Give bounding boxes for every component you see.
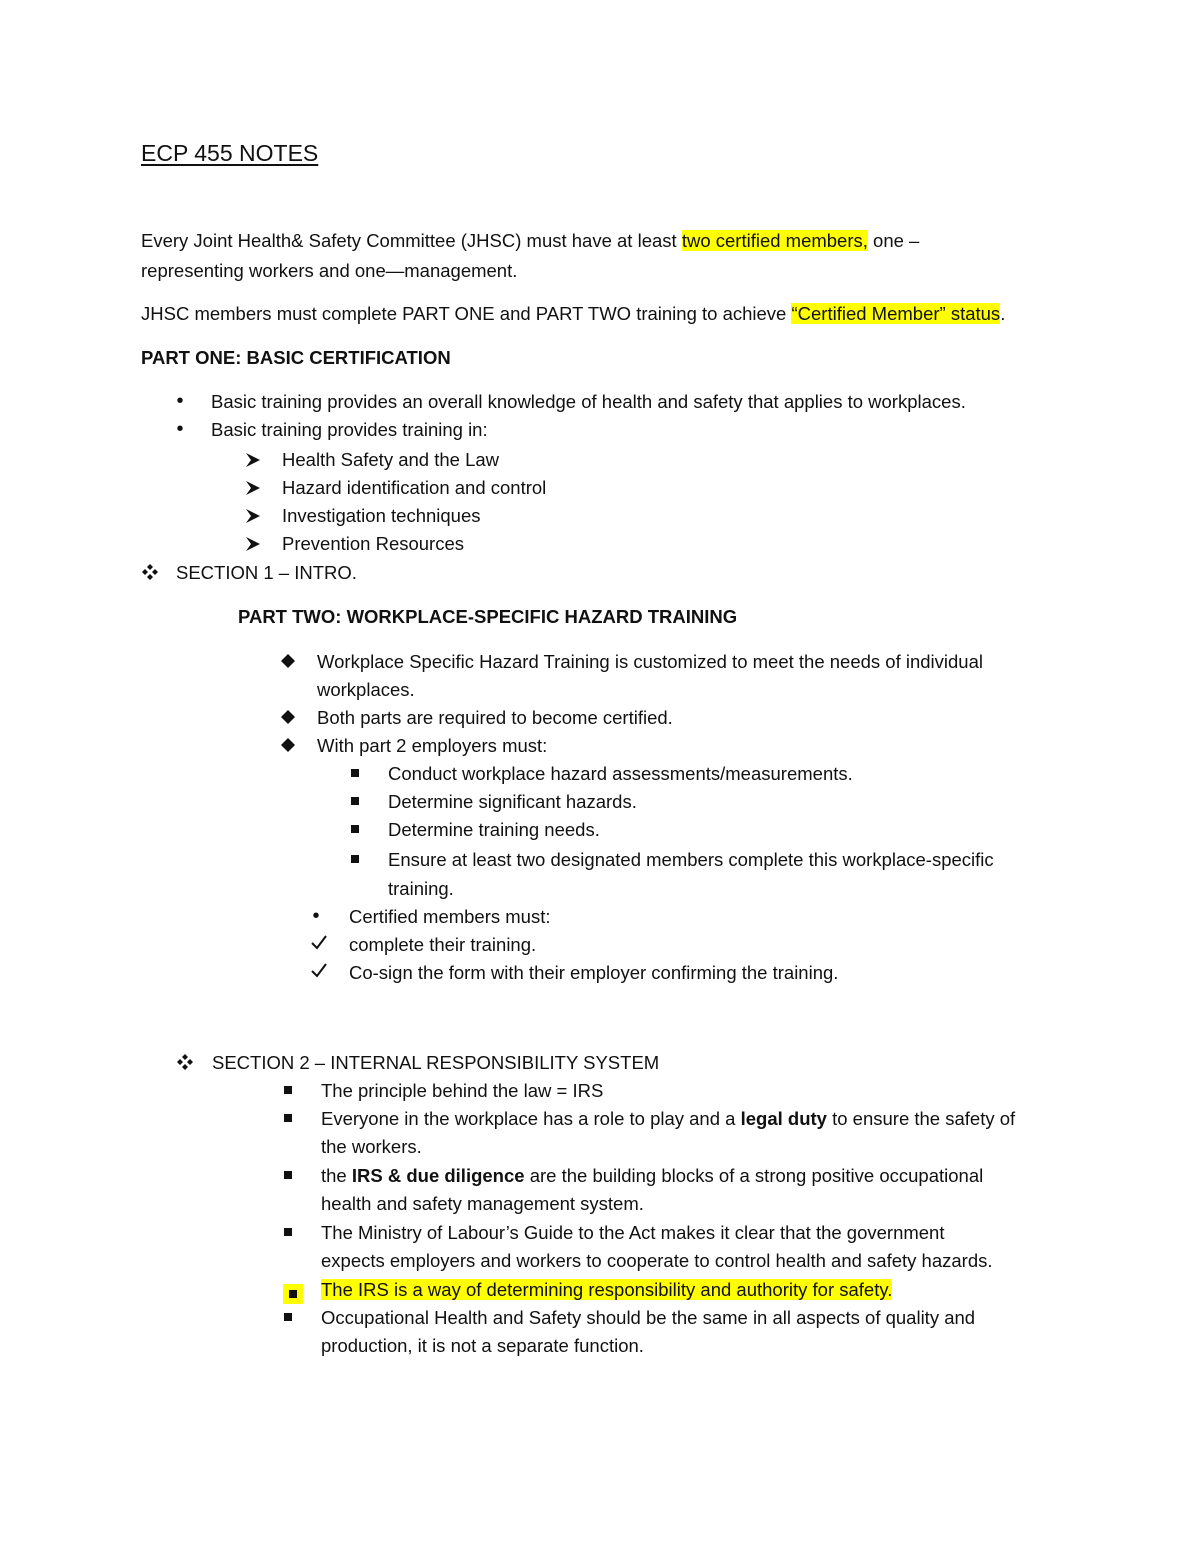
arrow-bullet-icon: [245, 508, 265, 524]
employer-task-2: Determine significant hazards.: [388, 791, 637, 812]
square-bullet-icon: [350, 796, 370, 806]
section-2-item-2-line-1: [321, 1107, 1015, 1131]
item-text: to ensure the safety of: [826, 1108, 1016, 1129]
checkmark-icon: [311, 934, 331, 950]
intro-text: .: [1000, 303, 1006, 324]
certified-check-1: complete their training.: [349, 934, 537, 955]
arrow-bullet-icon: [245, 536, 265, 552]
highlight-certified-member: “Certified Member” status: [791, 303, 1001, 324]
employer-task-4-line-2: training.: [388, 878, 454, 899]
certified-members-label: Certified members must:: [349, 906, 551, 927]
section-1-label: SECTION 1 – INTRO.: [176, 562, 357, 583]
section-2-item-4-line-2: expects employers and workers to cooperate to control health and safety hazards.: [321, 1250, 993, 1271]
section-2-item-6-line-2: production, it is not a separate function.: [321, 1335, 644, 1356]
four-diamond-bullet-icon: [142, 564, 162, 580]
square-bullet-icon: [283, 1312, 303, 1322]
part-two-heading: PART TWO: WORKPLACE-SPECIFIC HAZARD TRAINING: [238, 606, 738, 627]
part-two-item-1-line-1: Workplace Specific Hazard Training is customized to meet the needs of individual: [317, 651, 983, 672]
section-2-item-6-line-1: Occupational Health and Safety should be the same in all aspects of quality and: [321, 1307, 976, 1328]
filled-diamond-bullet-icon: [280, 653, 300, 669]
part-one-subitem-4: Prevention Resources: [282, 533, 465, 554]
bold-irs-due-diligence: IRS & due diligence: [351, 1165, 525, 1186]
employer-task-4-line-1: Ensure at least two designated members complete this workplace-specific: [388, 849, 994, 870]
square-bullet-icon: [350, 824, 370, 834]
section-2-item-1: The principle behind the law = IRS: [321, 1080, 604, 1101]
intro-text: Every Joint Health& Safety Committee (JHSC) must have at least: [141, 230, 682, 251]
part-two-item-1-line-2: workplaces.: [317, 679, 415, 700]
part-one-subitem-1: Health Safety and the Law: [282, 449, 500, 470]
bullet-dot-icon: •: [176, 390, 184, 412]
part-one-subitem-2: Hazard identification and control: [282, 477, 547, 498]
four-diamond-bullet-icon: [177, 1054, 197, 1070]
document-title: ECP 455 NOTES: [141, 140, 319, 166]
part-two-item-2: Both parts are required to become certified.: [317, 707, 673, 728]
section-2-item-3-line-2: health and safety management system.: [321, 1193, 644, 1214]
intro-paragraph-1-line-2: representing workers and one—management.: [141, 260, 518, 281]
highlight-irs-responsibility: The IRS is a way of determining responsibility and authority for safety.: [321, 1279, 893, 1300]
section-2-label: SECTION 2 – INTERNAL RESPONSIBILITY SYSTEM: [212, 1052, 660, 1073]
section-2-item-2-line-2: the workers.: [321, 1136, 422, 1157]
arrow-bullet-icon: [245, 480, 265, 496]
certified-check-2: Co-sign the form with their employer confirming the training.: [349, 962, 839, 983]
bold-legal-duty: legal duty: [740, 1108, 827, 1129]
part-one-bullet-2: Basic training provides training in:: [211, 419, 488, 440]
item-text: the: [321, 1165, 352, 1186]
employer-task-1: Conduct workplace hazard assessments/measurements.: [388, 763, 853, 784]
intro-paragraph-2: [141, 302, 1005, 326]
section-2-item-4-line-1: The Ministry of Labour’s Guide to the Act makes it clear that the government: [321, 1222, 945, 1243]
employer-task-3: Determine training needs.: [388, 819, 600, 840]
bullet-dot-icon: •: [176, 418, 184, 440]
section-2-item-3-line-1: [321, 1164, 983, 1188]
highlight-two-certified: two certified members,: [681, 230, 868, 251]
intro-text: JHSC members must complete PART ONE and PART TWO training to achieve: [141, 303, 792, 324]
bullet-dot-icon: •: [312, 905, 320, 927]
part-one-subitem-3: Investigation techniques: [282, 505, 481, 526]
part-one-heading: PART ONE: BASIC CERTIFICATION: [141, 347, 451, 368]
checkmark-icon: [311, 962, 331, 978]
square-bullet-icon: [350, 854, 370, 864]
item-text: are the building blocks of a strong positive occupational: [524, 1165, 984, 1186]
intro-paragraph-1-line-1: [141, 229, 919, 253]
square-bullet-icon: [283, 1085, 303, 1095]
filled-diamond-bullet-icon: [280, 737, 300, 753]
square-bullet-icon: [350, 768, 370, 778]
item-text: Everyone in the workplace has a role to play and a: [321, 1108, 741, 1129]
part-one-bullet-1: Basic training provides an overall knowledge of health and safety that applies to workplaces.: [211, 391, 966, 412]
square-bullet-icon: [283, 1284, 303, 1304]
filled-diamond-bullet-icon: [280, 709, 300, 725]
part-two-item-3: With part 2 employers must:: [317, 735, 548, 756]
square-bullet-icon: [283, 1113, 303, 1123]
square-bullet-icon: [283, 1170, 303, 1180]
arrow-bullet-icon: [245, 452, 265, 468]
square-bullet-icon: [283, 1227, 303, 1237]
section-2-item-5: [321, 1278, 892, 1302]
intro-text: one –: [867, 230, 920, 251]
